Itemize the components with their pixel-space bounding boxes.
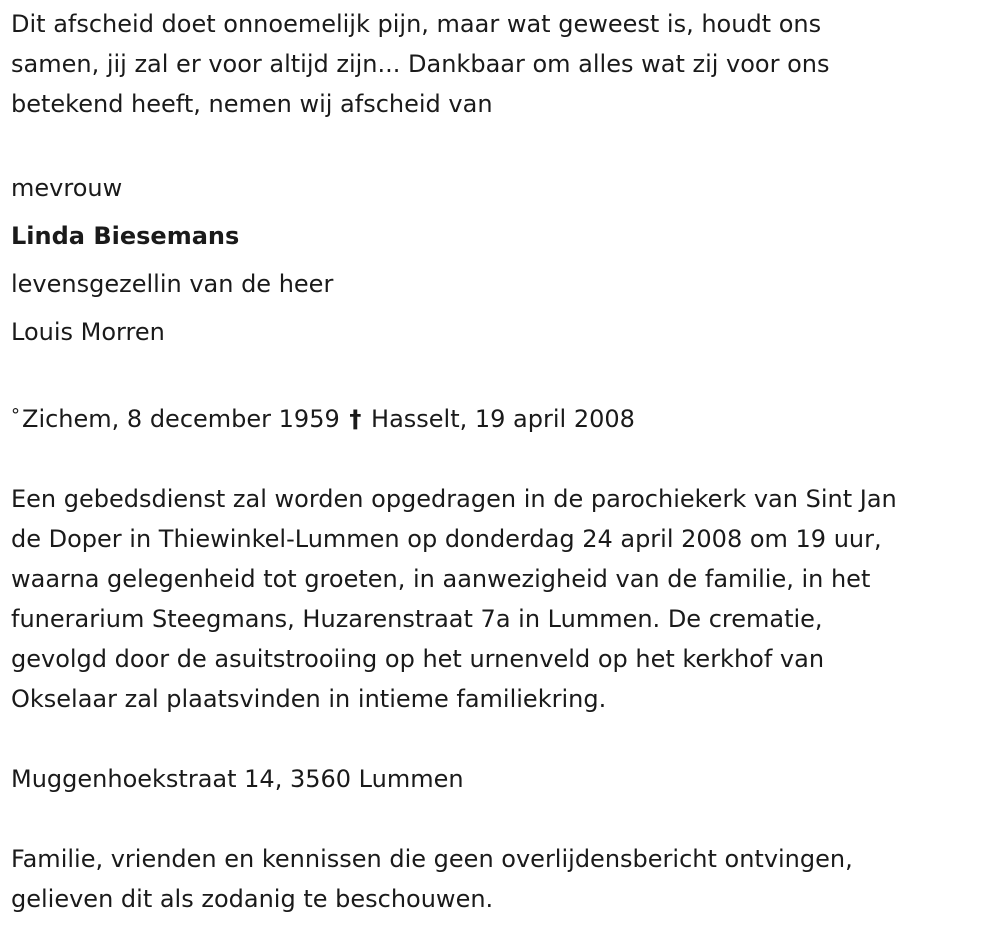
home-address: Muggenhoekstraat 14, 3560 Lummen (11, 765, 464, 793)
spacer (11, 356, 991, 396)
service-line: funerarium Steegmans, Huzarenstraat 7a in Lummen. De crematie, (11, 605, 823, 633)
service-line: Okselaar zal plaatsvinden in intieme familiekring. (11, 685, 607, 713)
intro-paragraph (11, 4, 991, 124)
obituary-notice (11, 4, 991, 919)
intro-line: Dit afscheid doet onnoemelijk pijn, maar wat geweest is, houdt ons (11, 10, 822, 38)
deceased-name: Linda Biesemans (11, 222, 240, 250)
closing-line: Familie, vrienden en kennissen die geen overlijdensbericht ontvingen, (11, 845, 853, 873)
relation-text: levensgezellin van de heer (11, 270, 334, 298)
service-line: waarna gelegenheid tot groeten, in aanwezigheid van de familie, in het (11, 565, 871, 593)
partner-name: Louis Morren (11, 318, 165, 346)
intro-line: samen, jij zal er voor altijd zijn... Dankbaar om alles wat zij voor ons (11, 50, 830, 78)
death-date: Hasselt, 19 april 2008 (371, 405, 635, 433)
closing-line: gelieven dit als zodanig te beschouwen. (11, 885, 494, 913)
cross-icon: † (349, 405, 362, 433)
service-paragraph (11, 479, 991, 719)
closing-paragraph (11, 839, 991, 919)
service-line: gevolgd door de asuitstrooiing op het urnenveld op het kerkhof van (11, 645, 825, 673)
spacer (11, 439, 991, 479)
service-line: de Doper in Thiewinkel-Lummen op donderdag 24 april 2008 om 19 uur, (11, 525, 882, 553)
spacer (11, 719, 991, 759)
birth-symbol: ° (11, 405, 20, 426)
birth-date: Zichem, 8 december 1959 (22, 405, 340, 433)
deceased-block (11, 164, 991, 356)
spacer (11, 799, 991, 839)
life-dates (11, 396, 991, 439)
service-line: Een gebedsdienst zal worden opgedragen in de parochiekerk van Sint Jan (11, 485, 897, 513)
spacer (11, 124, 991, 164)
honorific: mevrouw (11, 174, 123, 202)
intro-line: betekend heeft, nemen wij afscheid van (11, 90, 493, 118)
